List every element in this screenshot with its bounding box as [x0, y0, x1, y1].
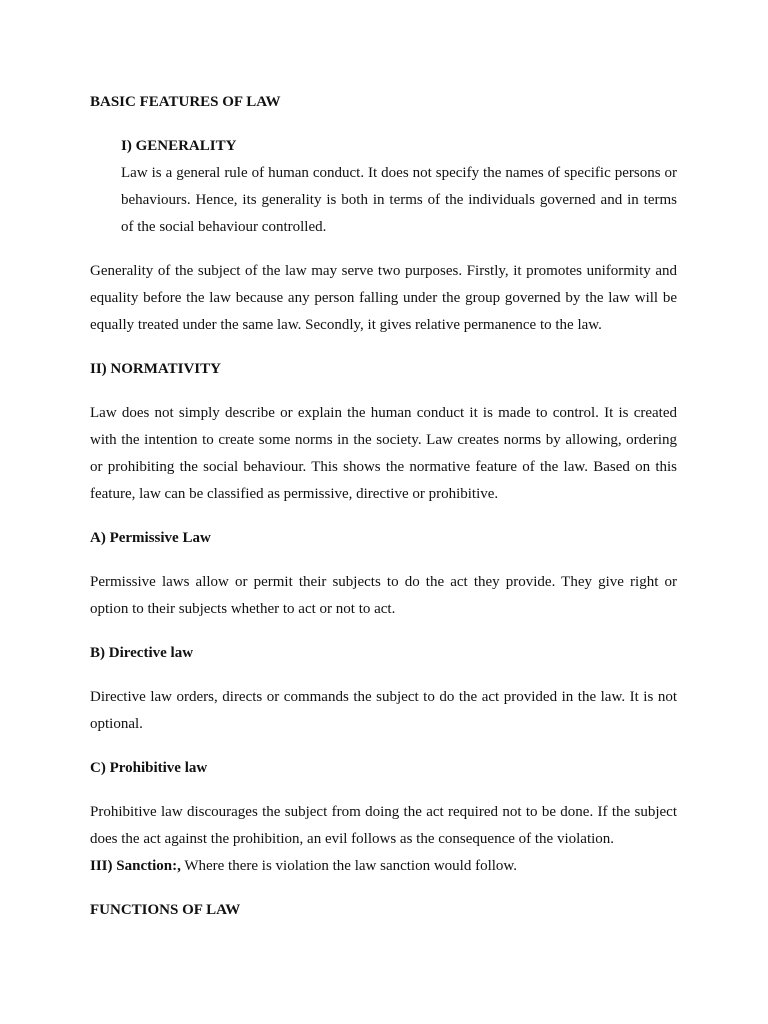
document-title: BASIC FEATURES OF LAW — [90, 94, 281, 110]
sanction-label: III) Sanction:, — [90, 858, 181, 874]
permissive-law-heading: A) Permissive Law — [90, 530, 211, 546]
directive-law-paragraph: Directive law orders, directs or commands the subject to do the act provided in the law. It is not optional. — [90, 689, 677, 732]
prohibitive-law-paragraph: Prohibitive law discourages the subject from doing the act required not to be done. If the subject does the act against the prohibition, an evil follows as the consequence of the violation. — [90, 804, 677, 847]
generality-heading: I) GENERALITY — [121, 138, 237, 154]
normativity-heading: II) NORMATIVITY — [90, 361, 221, 377]
functions-of-law-heading: FUNCTIONS OF LAW — [90, 902, 241, 918]
generality-purpose-paragraph: Generality of the subject of the law may serve two purposes. Firstly, it promotes uniformity and equality before the law because any person falling under the group governed by the law will be equally treated under the same law. Secondly, it gives relative permanence to the law. — [90, 263, 677, 333]
generality-intro-paragraph: Law is a general rule of human conduct. It does not specify the names of specific persons or behaviours. Hence, its generality is both in terms of the individuals governed and in terms of the social behaviour controlled. — [121, 165, 677, 235]
directive-law-heading: B) Directive law — [90, 645, 194, 661]
permissive-law-paragraph: Permissive laws allow or permit their subjects to do the act they provide. They give right or option to their subjects whether to act or not to act. — [90, 574, 677, 617]
normativity-paragraph: Law does not simply describe or explain the human conduct it is made to control. It is created with the intention to create some norms in the society. Law creates norms by allowing, ordering or prohibiting the social behaviour. This shows the normative feature of the law. Based on this feature, law can be classified as permissive, directive or prohibitive. — [90, 405, 677, 502]
sanction-line — [90, 853, 677, 880]
prohibitive-law-heading: C) Prohibitive law — [90, 760, 208, 776]
sanction-text: Where there is violation the law sanction would follow. — [180, 858, 518, 874]
document-page — [90, 89, 677, 924]
